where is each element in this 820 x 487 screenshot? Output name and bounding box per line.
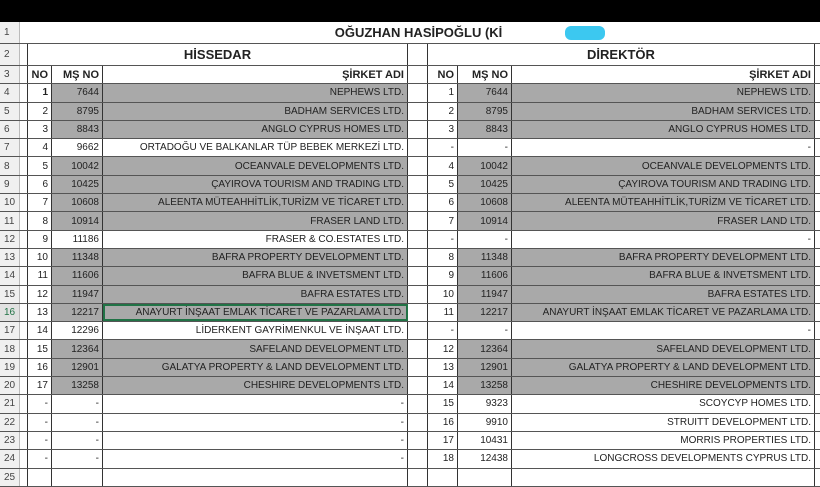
direktor-ms-no[interactable]: 13258 bbox=[458, 377, 512, 394]
cell[interactable] bbox=[408, 340, 428, 357]
cell[interactable] bbox=[408, 286, 428, 303]
direktor-no[interactable]: 7 bbox=[428, 212, 458, 229]
hissedar-no[interactable]: 5 bbox=[28, 157, 52, 174]
row-header[interactable]: 15 bbox=[0, 286, 20, 303]
header-ms-no[interactable]: MŞ NO bbox=[52, 66, 103, 83]
table-row bbox=[0, 377, 820, 395]
direktor-ms-no[interactable]: 12901 bbox=[458, 359, 512, 376]
direktor-no[interactable]: 12 bbox=[428, 340, 458, 357]
hissedar-no[interactable]: 15 bbox=[28, 340, 52, 357]
direktor-no[interactable]: 18 bbox=[428, 450, 458, 467]
hissedar-ms-no[interactable]: 8843 bbox=[52, 121, 103, 138]
direktor-no[interactable]: - bbox=[428, 322, 458, 339]
cell[interactable] bbox=[20, 84, 28, 101]
direktor-no[interactable]: 5 bbox=[428, 176, 458, 193]
hissedar-no[interactable]: 11 bbox=[28, 267, 52, 284]
direktor-no[interactable]: 11 bbox=[428, 304, 458, 321]
direktor-no[interactable]: 3 bbox=[428, 121, 458, 138]
hissedar-sirket-adi[interactable]: SAFELAND DEVELOPMENT LTD. bbox=[103, 340, 408, 357]
hissedar-ms-no[interactable]: 13258 bbox=[52, 377, 103, 394]
row-header[interactable]: 13 bbox=[0, 249, 20, 266]
direktor-sirket-adi[interactable]: ALEENTA MÜTEAHHİTLİK,TURİZM VE TİCARET LTD. bbox=[512, 194, 815, 211]
cell[interactable] bbox=[408, 157, 428, 174]
hissedar-no[interactable]: 10 bbox=[28, 249, 52, 266]
cell[interactable] bbox=[408, 322, 428, 339]
table-row bbox=[0, 414, 820, 432]
row-header[interactable]: 18 bbox=[0, 340, 20, 357]
table-row bbox=[0, 359, 820, 377]
direktor-ms-no[interactable]: 10042 bbox=[458, 157, 512, 174]
hissedar-sirket-adi[interactable]: BAFRA BLUE & INVETSMENT LTD. bbox=[103, 267, 408, 284]
direktor-ms-no[interactable]: 10608 bbox=[458, 194, 512, 211]
row-header[interactable]: 21 bbox=[0, 395, 20, 412]
hissedar-ms-no[interactable]: 12901 bbox=[52, 359, 103, 376]
direktor-sirket-adi[interactable]: NEPHEWS LTD. bbox=[512, 84, 815, 101]
cell[interactable] bbox=[20, 450, 28, 467]
table-row bbox=[0, 395, 820, 413]
cell[interactable] bbox=[20, 414, 28, 431]
direktor-no[interactable]: 2 bbox=[428, 103, 458, 120]
direktor-sirket-adi[interactable]: SCOYCYP HOMES LTD. bbox=[512, 395, 815, 412]
direktor-no[interactable]: 6 bbox=[428, 194, 458, 211]
hissedar-ms-no[interactable]: - bbox=[52, 432, 103, 449]
direktor-ms-no[interactable]: 7644 bbox=[458, 84, 512, 101]
direktor-sirket-adi[interactable]: ANAYURT İNŞAAT EMLAK TİCARET VE PAZARLAMA LTD. bbox=[512, 304, 815, 321]
direktor-ms-no[interactable]: - bbox=[458, 231, 512, 248]
direktor-sirket-adi[interactable]: OCEANVALE DEVELOPMENTS LTD. bbox=[512, 157, 815, 174]
direktor-ms-no[interactable]: 10425 bbox=[458, 176, 512, 193]
direktor-no[interactable]: 13 bbox=[428, 359, 458, 376]
row-header[interactable]: 14 bbox=[0, 267, 20, 284]
direktor-no[interactable]: 1 bbox=[428, 84, 458, 101]
hissedar-sirket-adi[interactable]: - bbox=[103, 450, 408, 467]
cell[interactable] bbox=[20, 286, 28, 303]
row-header[interactable]: 2 bbox=[0, 44, 20, 65]
header-ms-no[interactable]: MŞ NO bbox=[458, 66, 512, 83]
hissedar-ms-no[interactable]: - bbox=[52, 414, 103, 431]
hissedar-sirket-adi[interactable]: ANAYURT İNŞAAT EMLAK TİCARET VE PAZARLAMA LTD. bbox=[103, 304, 408, 321]
direktor-ms-no[interactable]: 8795 bbox=[458, 103, 512, 120]
header-no[interactable]: NO bbox=[428, 66, 458, 83]
hissedar-sirket-adi[interactable]: FRASER & CO.ESTATES LTD. bbox=[103, 231, 408, 248]
cell[interactable] bbox=[408, 395, 428, 412]
direktor-no[interactable]: - bbox=[428, 139, 458, 156]
table-row bbox=[0, 84, 820, 102]
cell[interactable] bbox=[408, 304, 428, 321]
direktor-ms-no[interactable]: 12217 bbox=[458, 304, 512, 321]
top-black-bar bbox=[0, 0, 820, 22]
direktor-ms-no[interactable]: 8843 bbox=[458, 121, 512, 138]
hissedar-no[interactable]: 9 bbox=[28, 231, 52, 248]
table-row bbox=[0, 450, 820, 468]
hissedar-ms-no[interactable]: 12296 bbox=[52, 322, 103, 339]
direktor-sirket-adi[interactable]: ANGLO CYPRUS HOMES LTD. bbox=[512, 121, 815, 138]
hissedar-ms-no[interactable]: 11186 bbox=[52, 231, 103, 248]
direktor-sirket-adi[interactable]: BAFRA BLUE & INVETSMENT LTD. bbox=[512, 267, 815, 284]
hissedar-sirket-adi[interactable]: - bbox=[103, 414, 408, 431]
cell[interactable] bbox=[408, 121, 428, 138]
row-header[interactable]: 24 bbox=[0, 450, 20, 467]
cell[interactable] bbox=[20, 194, 28, 211]
cell[interactable] bbox=[408, 212, 428, 229]
cell[interactable] bbox=[408, 103, 428, 120]
cell[interactable] bbox=[408, 176, 428, 193]
direktor-sirket-adi[interactable]: FRASER LAND LTD. bbox=[512, 212, 815, 229]
hissedar-no[interactable]: 8 bbox=[28, 212, 52, 229]
hissedar-no[interactable]: 14 bbox=[28, 322, 52, 339]
row-header[interactable]: 12 bbox=[0, 231, 20, 248]
direktor-sirket-adi[interactable]: STRUITT DEVELOPMENT LTD. bbox=[512, 414, 815, 431]
direktor-ms-no[interactable]: 10914 bbox=[458, 212, 512, 229]
cell[interactable] bbox=[20, 340, 28, 357]
hissedar-sirket-adi[interactable]: ANGLO CYPRUS HOMES LTD. bbox=[103, 121, 408, 138]
cell[interactable] bbox=[408, 84, 428, 101]
spreadsheet bbox=[0, 22, 820, 487]
cell[interactable] bbox=[103, 469, 408, 486]
cell[interactable] bbox=[20, 231, 28, 248]
table-row bbox=[0, 103, 820, 121]
cell[interactable] bbox=[408, 414, 428, 431]
hissedar-no[interactable]: 13 bbox=[28, 304, 52, 321]
direktor-no[interactable]: 4 bbox=[428, 157, 458, 174]
sheet-row bbox=[0, 469, 820, 487]
hissedar-sirket-adi[interactable]: - bbox=[103, 395, 408, 412]
row-header[interactable]: 25 bbox=[0, 469, 20, 486]
hissedar-no[interactable]: 2 bbox=[28, 103, 52, 120]
hissedar-no[interactable]: - bbox=[28, 395, 52, 412]
hissedar-ms-no[interactable]: 11606 bbox=[52, 267, 103, 284]
hissedar-ms-no[interactable]: 10042 bbox=[52, 157, 103, 174]
cell[interactable] bbox=[408, 139, 428, 156]
header-row bbox=[0, 66, 820, 84]
hissedar-sirket-adi[interactable]: CHESHIRE DEVELOPMENTS LTD. bbox=[103, 377, 408, 394]
cell[interactable] bbox=[20, 359, 28, 376]
section-hissedar[interactable]: HİSSEDAR bbox=[28, 44, 408, 65]
cell[interactable] bbox=[408, 377, 428, 394]
cell[interactable] bbox=[20, 121, 28, 138]
cell[interactable] bbox=[512, 469, 815, 486]
cell[interactable] bbox=[408, 432, 428, 449]
row-header[interactable]: 7 bbox=[0, 139, 20, 156]
cell[interactable] bbox=[28, 469, 52, 486]
cell[interactable] bbox=[20, 322, 28, 339]
cell[interactable] bbox=[408, 469, 428, 486]
direktor-no[interactable]: 8 bbox=[428, 249, 458, 266]
table-row bbox=[0, 286, 820, 304]
cell[interactable] bbox=[20, 377, 28, 394]
cell[interactable] bbox=[20, 469, 28, 486]
table-row bbox=[0, 231, 820, 249]
header-sirket-adi[interactable]: ŞİRKET ADI bbox=[512, 66, 815, 83]
direktor-ms-no[interactable]: 11348 bbox=[458, 249, 512, 266]
header-no[interactable]: NO bbox=[28, 66, 52, 83]
row-header[interactable]: 8 bbox=[0, 157, 20, 174]
cell[interactable] bbox=[408, 359, 428, 376]
cell[interactable] bbox=[408, 450, 428, 467]
row-header[interactable]: 23 bbox=[0, 432, 20, 449]
direktor-sirket-adi[interactable]: - bbox=[512, 139, 815, 156]
hissedar-no[interactable]: 12 bbox=[28, 286, 52, 303]
table-row bbox=[0, 322, 820, 340]
hissedar-ms-no[interactable]: 7644 bbox=[52, 84, 103, 101]
hissedar-sirket-adi[interactable]: BAFRA ESTATES LTD. bbox=[103, 286, 408, 303]
cell[interactable] bbox=[20, 44, 28, 65]
row-header[interactable]: 3 bbox=[0, 66, 20, 83]
cell[interactable] bbox=[20, 103, 28, 120]
row-header[interactable]: 19 bbox=[0, 359, 20, 376]
cell[interactable] bbox=[20, 249, 28, 266]
hissedar-ms-no[interactable]: 9662 bbox=[52, 139, 103, 156]
cell[interactable] bbox=[428, 469, 458, 486]
hissedar-no[interactable]: 1 bbox=[28, 84, 52, 101]
cell[interactable] bbox=[20, 212, 28, 229]
hissedar-sirket-adi[interactable]: GALATYA PROPERTY & LAND DEVELOPMENT LTD. bbox=[103, 359, 408, 376]
direktor-sirket-adi[interactable]: ÇAYIROVA TOURISM AND TRADING LTD. bbox=[512, 176, 815, 193]
cell[interactable] bbox=[408, 66, 428, 83]
direktor-no[interactable]: 15 bbox=[428, 395, 458, 412]
row-header[interactable]: 10 bbox=[0, 194, 20, 211]
direktor-ms-no[interactable]: 9323 bbox=[458, 395, 512, 412]
table-row bbox=[0, 432, 820, 450]
direktor-sirket-adi[interactable]: CHESHIRE DEVELOPMENTS LTD. bbox=[512, 377, 815, 394]
hissedar-no[interactable]: 7 bbox=[28, 194, 52, 211]
direktor-sirket-adi[interactable]: - bbox=[512, 231, 815, 248]
hissedar-sirket-adi[interactable]: BAFRA PROPERTY DEVELOPMENT LTD. bbox=[103, 249, 408, 266]
cell[interactable] bbox=[408, 267, 428, 284]
table-row bbox=[0, 340, 820, 358]
direktor-no[interactable]: 17 bbox=[428, 432, 458, 449]
sheet-title[interactable] bbox=[20, 22, 820, 43]
row-header[interactable]: 16 bbox=[0, 304, 20, 321]
row-header[interactable]: 17 bbox=[0, 322, 20, 339]
hissedar-no[interactable]: 16 bbox=[28, 359, 52, 376]
hissedar-sirket-adi[interactable]: FRASER LAND LTD. bbox=[103, 212, 408, 229]
cell[interactable] bbox=[408, 249, 428, 266]
table-row bbox=[0, 157, 820, 175]
section-direktor[interactable]: DİREKTÖR bbox=[428, 44, 815, 65]
direktor-ms-no[interactable]: 10431 bbox=[458, 432, 512, 449]
direktor-no[interactable]: 16 bbox=[428, 414, 458, 431]
direktor-ms-no[interactable]: - bbox=[458, 139, 512, 156]
row-header[interactable]: 5 bbox=[0, 103, 20, 120]
redaction-mark bbox=[565, 26, 605, 40]
sheet-row bbox=[0, 22, 820, 44]
table-row bbox=[0, 121, 820, 139]
sheet-row bbox=[0, 44, 820, 66]
hissedar-sirket-adi[interactable]: OCEANVALE DEVELOPMENTS LTD. bbox=[103, 157, 408, 174]
cell[interactable] bbox=[20, 157, 28, 174]
title-text: OĞUZHAN HASİPOĞLU (Kİ bbox=[334, 25, 503, 40]
hissedar-sirket-adi[interactable]: ALEENTA MÜTEAHHİTLİK,TURİZM VE TİCARET LTD. bbox=[103, 194, 408, 211]
hissedar-no[interactable]: 17 bbox=[28, 377, 52, 394]
hissedar-ms-no[interactable]: 10608 bbox=[52, 194, 103, 211]
cell[interactable] bbox=[408, 44, 428, 65]
row-header[interactable]: 22 bbox=[0, 414, 20, 431]
hissedar-ms-no[interactable]: 8795 bbox=[52, 103, 103, 120]
direktor-sirket-adi[interactable]: SAFELAND DEVELOPMENT LTD. bbox=[512, 340, 815, 357]
row-header[interactable]: 9 bbox=[0, 176, 20, 193]
hissedar-sirket-adi[interactable]: - bbox=[103, 432, 408, 449]
cell[interactable] bbox=[20, 432, 28, 449]
table-row bbox=[0, 249, 820, 267]
hissedar-no[interactable]: 6 bbox=[28, 176, 52, 193]
hissedar-no[interactable]: - bbox=[28, 414, 52, 431]
hissedar-no[interactable]: 4 bbox=[28, 139, 52, 156]
cell[interactable] bbox=[458, 469, 512, 486]
table-row bbox=[0, 304, 820, 322]
hissedar-no[interactable]: - bbox=[28, 432, 52, 449]
hissedar-sirket-adi[interactable]: LİDERKENT GAYRİMENKUL VE İNŞAAT LTD. bbox=[103, 322, 408, 339]
table-row bbox=[0, 212, 820, 230]
hissedar-ms-no[interactable]: - bbox=[52, 450, 103, 467]
direktor-ms-no[interactable]: 11947 bbox=[458, 286, 512, 303]
cell[interactable] bbox=[408, 231, 428, 248]
hissedar-ms-no[interactable]: 11348 bbox=[52, 249, 103, 266]
cell[interactable] bbox=[20, 176, 28, 193]
hissedar-ms-no[interactable]: 10425 bbox=[52, 176, 103, 193]
direktor-no[interactable]: 9 bbox=[428, 267, 458, 284]
row-header[interactable]: 4 bbox=[0, 84, 20, 101]
hissedar-sirket-adi[interactable]: NEPHEWS LTD. bbox=[103, 84, 408, 101]
direktor-sirket-adi[interactable]: BAFRA ESTATES LTD. bbox=[512, 286, 815, 303]
cell[interactable] bbox=[408, 194, 428, 211]
hissedar-ms-no[interactable]: 11947 bbox=[52, 286, 103, 303]
direktor-no[interactable]: - bbox=[428, 231, 458, 248]
hissedar-sirket-adi[interactable]: BADHAM SERVICES LTD. bbox=[103, 103, 408, 120]
cell[interactable] bbox=[20, 139, 28, 156]
direktor-ms-no[interactable]: 12438 bbox=[458, 450, 512, 467]
cell[interactable] bbox=[52, 469, 103, 486]
direktor-no[interactable]: 14 bbox=[428, 377, 458, 394]
hissedar-ms-no[interactable]: 12364 bbox=[52, 340, 103, 357]
direktor-sirket-adi[interactable]: GALATYA PROPERTY & LAND DEVELOPMENT LTD. bbox=[512, 359, 815, 376]
cell[interactable] bbox=[20, 304, 28, 321]
direktor-sirket-adi[interactable]: MORRIS PROPERTIES LTD. bbox=[512, 432, 815, 449]
direktor-ms-no[interactable]: - bbox=[458, 322, 512, 339]
hissedar-sirket-adi[interactable]: ORTADOĞU VE BALKANLAR TÜP BEBEK MERKEZİ LTD. bbox=[103, 139, 408, 156]
direktor-sirket-adi[interactable]: - bbox=[512, 322, 815, 339]
hissedar-no[interactable]: - bbox=[28, 450, 52, 467]
direktor-no[interactable]: 10 bbox=[428, 286, 458, 303]
hissedar-ms-no[interactable]: - bbox=[52, 395, 103, 412]
row-header[interactable]: 20 bbox=[0, 377, 20, 394]
hissedar-sirket-adi[interactable]: ÇAYIROVA TOURISM AND TRADING LTD. bbox=[103, 176, 408, 193]
direktor-sirket-adi[interactable]: BAFRA PROPERTY DEVELOPMENT LTD. bbox=[512, 249, 815, 266]
hissedar-no[interactable]: 3 bbox=[28, 121, 52, 138]
cell[interactable] bbox=[20, 267, 28, 284]
direktor-sirket-adi[interactable]: LONGCROSS DEVELOPMENTS CYPRUS LTD. bbox=[512, 450, 815, 467]
row-header[interactable]: 1 bbox=[0, 22, 20, 43]
row-header[interactable]: 6 bbox=[0, 121, 20, 138]
hissedar-ms-no[interactable]: 10914 bbox=[52, 212, 103, 229]
table-row bbox=[0, 139, 820, 157]
table-row bbox=[0, 176, 820, 194]
table-row bbox=[0, 267, 820, 285]
header-sirket-adi[interactable]: ŞİRKET ADI bbox=[103, 66, 408, 83]
hissedar-ms-no[interactable]: 12217 bbox=[52, 304, 103, 321]
row-header[interactable]: 11 bbox=[0, 212, 20, 229]
direktor-ms-no[interactable]: 12364 bbox=[458, 340, 512, 357]
cell[interactable] bbox=[20, 66, 28, 83]
direktor-sirket-adi[interactable]: BADHAM SERVICES LTD. bbox=[512, 103, 815, 120]
direktor-ms-no[interactable]: 9910 bbox=[458, 414, 512, 431]
direktor-ms-no[interactable]: 11606 bbox=[458, 267, 512, 284]
table-row bbox=[0, 194, 820, 212]
cell[interactable] bbox=[20, 395, 28, 412]
